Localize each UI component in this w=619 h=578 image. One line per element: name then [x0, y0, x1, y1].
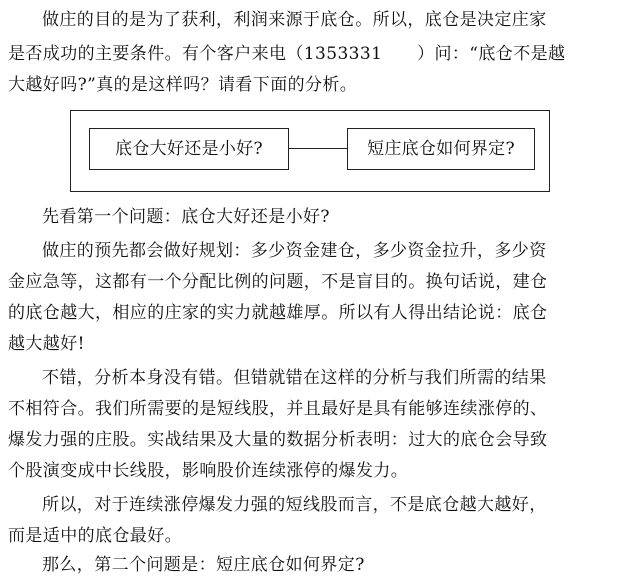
- para-2-line-4: 个股演变成中长线股，影响股价连续涨停的爆发力。: [8, 461, 409, 481]
- diagram-box-question-1: 底仓大好还是小好?: [89, 128, 289, 170]
- diagram-connector-line: [289, 148, 347, 149]
- para-2-line-2: 不相符合。我们所需要的是短线股，并且最好是具有能够连续涨停的、: [8, 399, 548, 419]
- para-3-line-2: 而是适中的底仓最好。: [8, 526, 182, 546]
- intro-line-1: 做庄的目的是为了获利，利润来源于底仓。所以，底仓是决定庄家: [42, 10, 547, 30]
- para-1-line-2: 金应急等，这都有一个分配比例的问题，不是盲目的。换句话说，建仓: [8, 272, 548, 292]
- para-1-line-1: 做庄的预先都会做好规划：多少资金建仓，多少资金拉升，多少资: [42, 241, 547, 261]
- intro-line-2: 是否成功的主要条件。有个客户来电（1353331 ）问：“底仓不是越: [8, 44, 566, 64]
- diagram-box-question-2: 短庄底仓如何界定?: [347, 128, 535, 170]
- section-1-heading: 先看第一个问题：底仓大好还是小好?: [42, 207, 330, 227]
- para-2-line-1: 不错，分析本身没有错。但错就错在这样的分析与我们所需的结果: [42, 368, 547, 388]
- intro-line-3: 大越好吗?”真的是这样吗？请看下面的分析。: [8, 75, 358, 95]
- para-1-line-4: 越大越好!: [8, 334, 85, 354]
- section-2-heading: 那么，第二个问题是：短庄底仓如何界定?: [42, 555, 365, 575]
- flow-diagram: [70, 110, 550, 192]
- para-2-line-3: 爆发力强的庄股。实战结果及大量的数据分析表明：过大的底仓会导致: [8, 430, 548, 450]
- para-1-line-3: 的底仓越大，相应的庄家的实力就越雄厚。所以有人得出结论说：底仓: [8, 303, 548, 323]
- para-3-line-1: 所以，对于连续涨停爆发力强的短线股而言，不是底仓越大越好，: [42, 495, 547, 515]
